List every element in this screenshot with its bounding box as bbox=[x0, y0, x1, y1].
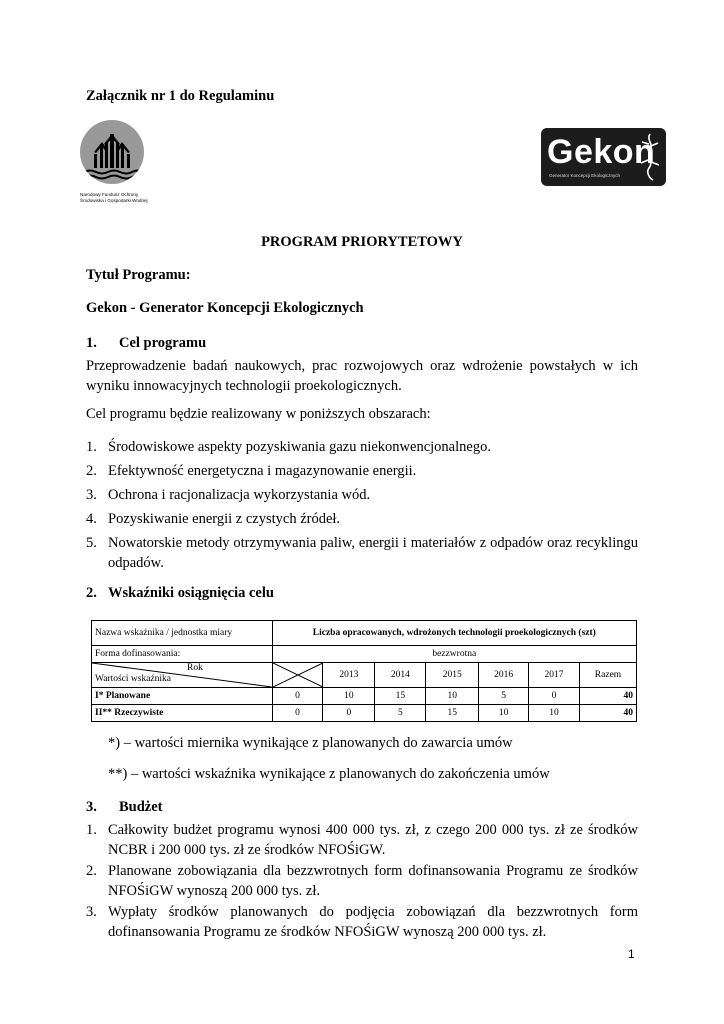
section2-number: 2. bbox=[86, 585, 97, 601]
table-cell: 15 bbox=[426, 705, 479, 722]
list-item: 2. Efektywność energetyczna i magazynowanie energii. bbox=[86, 463, 417, 479]
gekon-logo-subtitle: Generator Koncepcji Ekologicznych bbox=[549, 173, 621, 178]
indicator-name-value: Liczba opracowanych, wdrożonych technologii proekologicznych (szt) bbox=[272, 621, 636, 646]
section1-number: 1. bbox=[86, 335, 97, 351]
table-row bbox=[92, 688, 637, 705]
list-item: 1. Całkowity budżet programu wynosi 400 000 tys. zł, z czego 200 000 tys. zł ze środków NCBR i 200 000 tys. zł ze środków NFOŚiGW. bbox=[86, 822, 638, 858]
table-cell-total: 40 bbox=[580, 705, 637, 722]
year-header: 2016 bbox=[479, 663, 529, 688]
table-cell: 0 bbox=[323, 705, 375, 722]
title-label: Tytuł Programu: bbox=[86, 267, 191, 283]
year-header: 2013 bbox=[323, 663, 375, 688]
list-item: 4. Pozyskiwanie energii z czystych źródeł. bbox=[86, 511, 341, 527]
list-item: 3. Wypłaty środków planowanych do podjęcia zobowiązań dla bezzwrotnych form dofinansowania Programu ze środków NFOŚiGW wynoszą 200 000 tys. zł. bbox=[86, 904, 638, 940]
list-item: 5. Nowatorskie metody otrzymywania paliw, energii i materiałów z odpadów oraz recyklingu odpadów. bbox=[86, 535, 638, 571]
table-row bbox=[92, 705, 637, 722]
attachment-title: Załącznik nr 1 do Regulaminu bbox=[86, 88, 275, 104]
list-item: 1. Środowiskowe aspekty pozyskiwania gazu niekonwencjonalnego. bbox=[86, 439, 491, 455]
program-heading: PROGRAM PRIORYTETOWY bbox=[261, 234, 463, 250]
table-cell: 10 bbox=[479, 705, 529, 722]
table-note-1: *) – wartości miernika wynikające z planowanych do zawarcia umów bbox=[108, 735, 513, 751]
nfosigw-caption-line1: Narodowy Fundusz Ochrony bbox=[80, 192, 139, 197]
table-cell: 0 bbox=[272, 688, 323, 705]
row-label: II** Rzeczywiste bbox=[92, 705, 273, 722]
table-cell-total: 40 bbox=[580, 688, 637, 705]
nfosigw-logo bbox=[80, 120, 146, 204]
nfosigw-emblem-icon bbox=[80, 120, 144, 184]
table-cell: 10 bbox=[529, 705, 580, 722]
page-number: 1 bbox=[628, 947, 635, 961]
table-cell: 10 bbox=[323, 688, 375, 705]
funding-form-value: bezzwrotna bbox=[272, 646, 636, 663]
rok-wartosci-header bbox=[92, 663, 273, 688]
year-header: 2017 bbox=[529, 663, 580, 688]
list-item: 3. Ochrona i racjonalizacja wykorzystania wód. bbox=[86, 487, 371, 503]
program-name: Gekon - Generator Koncepcji Ekologicznych bbox=[86, 300, 364, 316]
section2-heading: Wskaźniki osiągnięcia celu bbox=[108, 585, 274, 601]
funding-form-label: Forma dofinasowania: bbox=[92, 646, 273, 663]
table-cell: 10 bbox=[426, 688, 479, 705]
section3-number: 3. bbox=[86, 799, 97, 815]
indicator-table bbox=[91, 620, 637, 722]
year-header: 2014 bbox=[375, 663, 426, 688]
row-label: I* Planowane bbox=[92, 688, 273, 705]
section1-paragraph: Przeprowadzenie badań naukowych, prac rozwojowych oraz wdrożenie powstałych w ich wyniku innowacyjnych technologii proekologicznych. bbox=[86, 358, 638, 394]
empty-crossed-cell bbox=[272, 663, 323, 688]
table-note-2: **) – wartości wskaźnika wynikające z planowanych do zakończenia umów bbox=[108, 766, 550, 782]
table-cell: 0 bbox=[272, 705, 323, 722]
gekon-logo-word: Gekon bbox=[547, 133, 656, 171]
table-cell: 15 bbox=[375, 688, 426, 705]
table-cell: 0 bbox=[529, 688, 580, 705]
nfosigw-caption-line2: Środowiska i Gospodarki Wodnej bbox=[80, 198, 148, 203]
table-cell: 5 bbox=[479, 688, 529, 705]
section1-heading: Cel programu bbox=[119, 335, 207, 351]
gekon-logo bbox=[541, 128, 666, 186]
section1-intro: Cel programu będzie realizowany w poniższych obszarach: bbox=[86, 406, 431, 422]
gecko-icon bbox=[637, 132, 663, 182]
section3-heading: Budżet bbox=[119, 799, 163, 815]
total-header: Razem bbox=[580, 663, 637, 688]
year-header: 2015 bbox=[426, 663, 479, 688]
indicator-name-label: Nazwa wskaźnika / jednostka miary bbox=[92, 621, 273, 646]
table-cell: 5 bbox=[375, 705, 426, 722]
wartosci-label: Wartości wskaźnika bbox=[95, 674, 171, 684]
rok-label: Rok bbox=[187, 663, 203, 673]
list-item: 2. Planowane zobowiązania dla bezzwrotnych form dofinansowania Programu ze środków NFOŚiGW wynoszą 200 000 tys. zł. bbox=[86, 863, 638, 899]
